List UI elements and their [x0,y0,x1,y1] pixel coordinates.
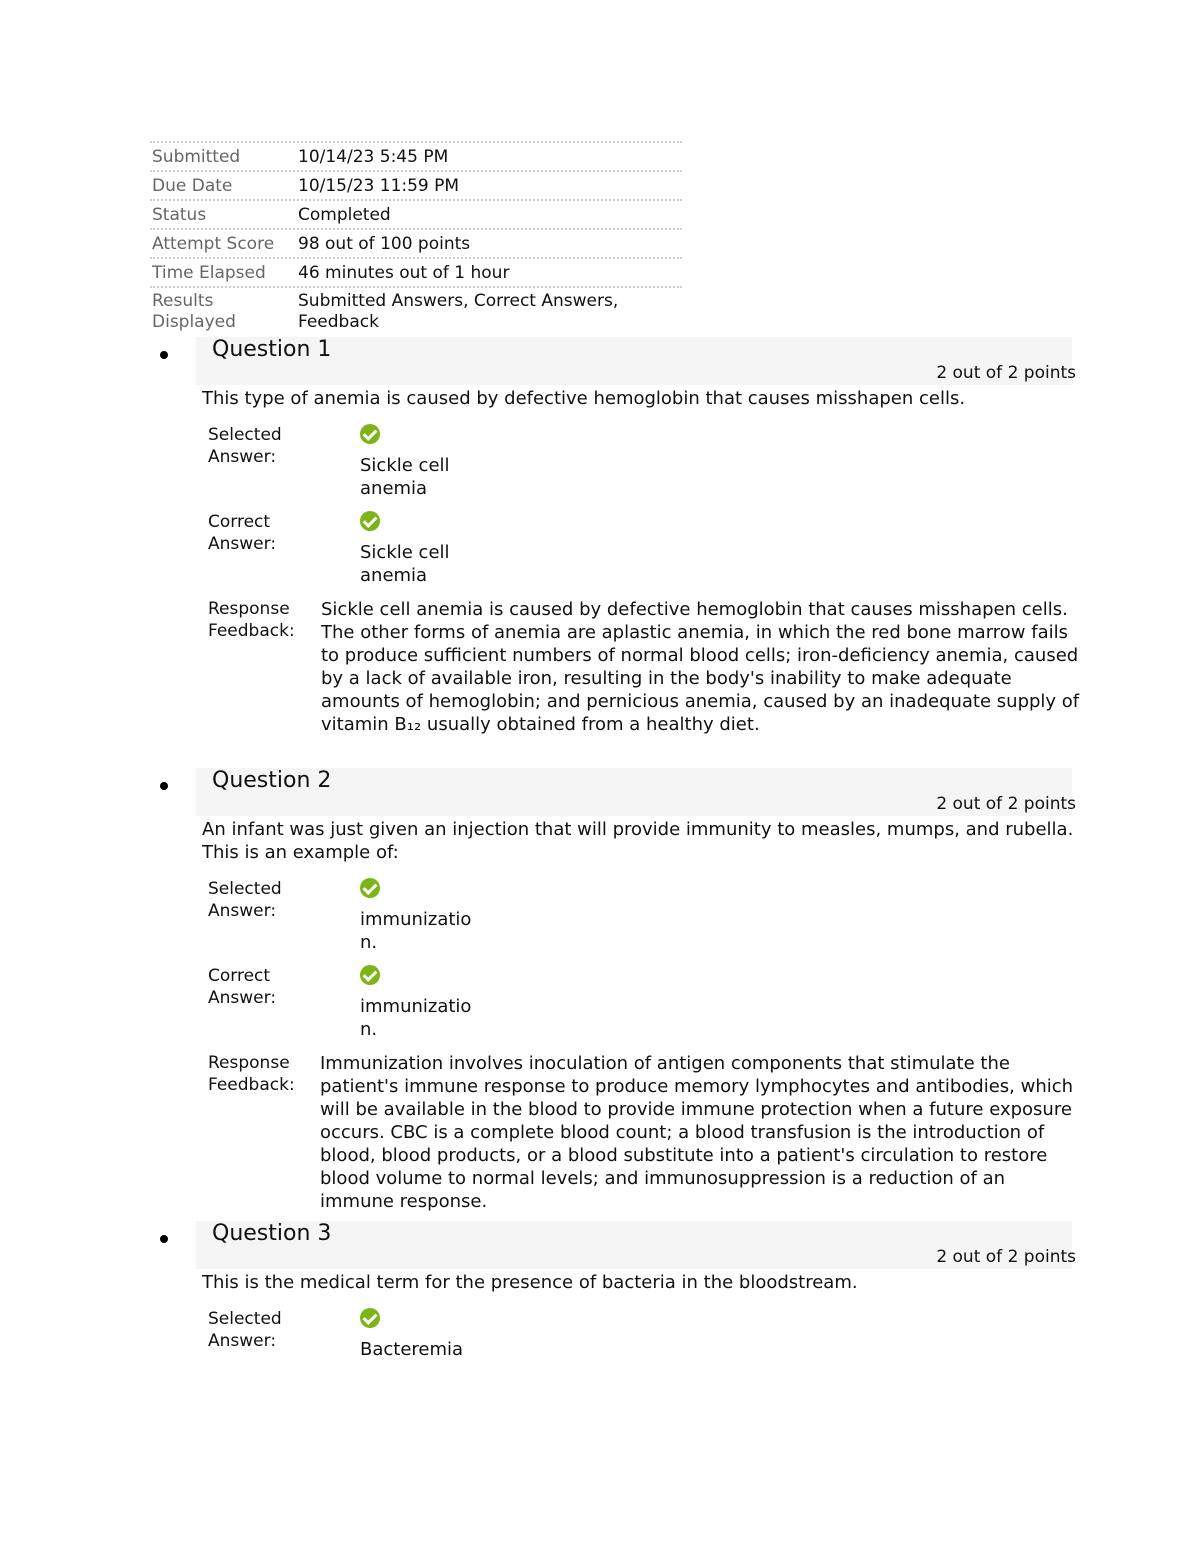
correct-answer [208,511,1080,597]
response-feedback [208,598,1080,758]
question-2 [150,768,1080,1212]
bullet-icon [160,782,168,790]
summary-value: 10/15/23 11:59 PM [298,176,460,196]
summary-row-time-elapsed [150,257,682,286]
question-title: Question 2 [212,768,332,793]
selected-answer-label: Selected Answer: [208,1309,282,1351]
selected-answer-value-cell [360,424,485,500]
selected-answer-value: Bacteremia [360,1339,464,1360]
correct-answer-value-cell [360,511,485,587]
check-circle-icon [360,511,380,531]
question-1 [150,337,1080,758]
response-feedback-text: Immunization involves inoculation of antigen components that stimulate the patient's immune response to produce memory lymphocytes and antibodies, which will be available in the blood to provide immune protection when a future exposure occurs. CBC is a complete blood count; a blood transfusion is the introduction of blood, blood products, or a blood substitute into a patient's circulation to restore blood volume to normal levels; and immunosuppression is a reduction of an immune response. [320,1053,1074,1212]
check-circle-icon [360,965,380,985]
bullet-icon [160,351,168,359]
question-header [150,1221,1080,1269]
selected-answer-value-cell [360,1308,465,1361]
summary-row-due-date [150,170,682,199]
summary-label: Status [152,205,207,225]
correct-answer-label: Correct Answer: [208,512,277,554]
question-header [150,337,1080,385]
summary-value: 10/14/23 5:45 PM [298,147,449,167]
summary-label: Attempt Score [152,234,275,254]
question-title: Question 1 [212,337,332,362]
summary-row-submitted [150,141,682,170]
summary-value: 46 minutes out of 1 hour [298,263,510,283]
correct-answer [208,965,1080,1051]
attempt-summary-table [150,141,682,333]
check-circle-icon [360,424,380,444]
question-3 [150,1221,1080,1394]
check-circle-icon [360,1308,380,1328]
response-feedback-text: Sickle cell anemia is caused by defective hemoglobin that causes misshapen cells. The other forms of anemia are aplastic anemia, in which the red bone marrow fails to produce sufficient numbers of normal blood cells; iron-deficiency anemia, caused by a lack of available iron, resulting in the body's inability to make adequate amounts of hemoglobin; and pernicious anemia, caused by an inadequate supply of vitamin B₁₂ usually obtained from a healthy diet. [321,599,1080,735]
selected-answer-value: immunization. [360,909,472,953]
summary-value: 98 out of 100 points [298,234,471,254]
question-text: This is the medical term for the presence of bacteria in the bloodstream. [202,1272,858,1293]
selected-answer [208,424,1080,510]
summary-value: Submitted Answers, Correct Answers, Feedback [298,291,619,332]
bullet-icon [160,1235,168,1243]
summary-label: Submitted [152,147,241,167]
response-feedback-label: Response Feedback: [208,599,295,641]
response-feedback [208,1052,1080,1212]
summary-row-status [150,199,682,228]
question-text: An infant was just given an injection that will provide immunity to measles, mumps, and rubella. This is an example of: [202,819,1074,863]
summary-label: Results Displayed [152,291,236,332]
summary-row-attempt-score [150,228,682,257]
selected-answer-label: Selected Answer: [208,425,282,467]
question-points: 2 out of 2 points [936,363,1076,383]
correct-answer-value: immunization. [360,996,472,1040]
question-points: 2 out of 2 points [936,794,1076,814]
question-title: Question 3 [212,1221,332,1246]
correct-answer-value: Sickle cell anemia [360,542,450,586]
question-header [150,768,1080,816]
response-feedback-label: Response Feedback: [208,1053,295,1095]
summary-row-results-displayed [150,286,682,333]
selected-answer [208,1308,1080,1394]
correct-answer-value-cell [360,965,485,1041]
question-points: 2 out of 2 points [936,1247,1076,1267]
question-text: This type of anemia is caused by defective hemoglobin that causes misshapen cells. [202,388,966,409]
selected-answer [208,878,1080,964]
check-circle-icon [360,878,380,898]
correct-answer-label: Correct Answer: [208,966,277,1008]
summary-label: Time Elapsed [152,263,266,283]
summary-value: Completed [298,205,391,225]
summary-label: Due Date [152,176,233,196]
selected-answer-value: Sickle cell anemia [360,455,450,499]
selected-answer-label: Selected Answer: [208,879,282,921]
selected-answer-value-cell [360,878,485,954]
